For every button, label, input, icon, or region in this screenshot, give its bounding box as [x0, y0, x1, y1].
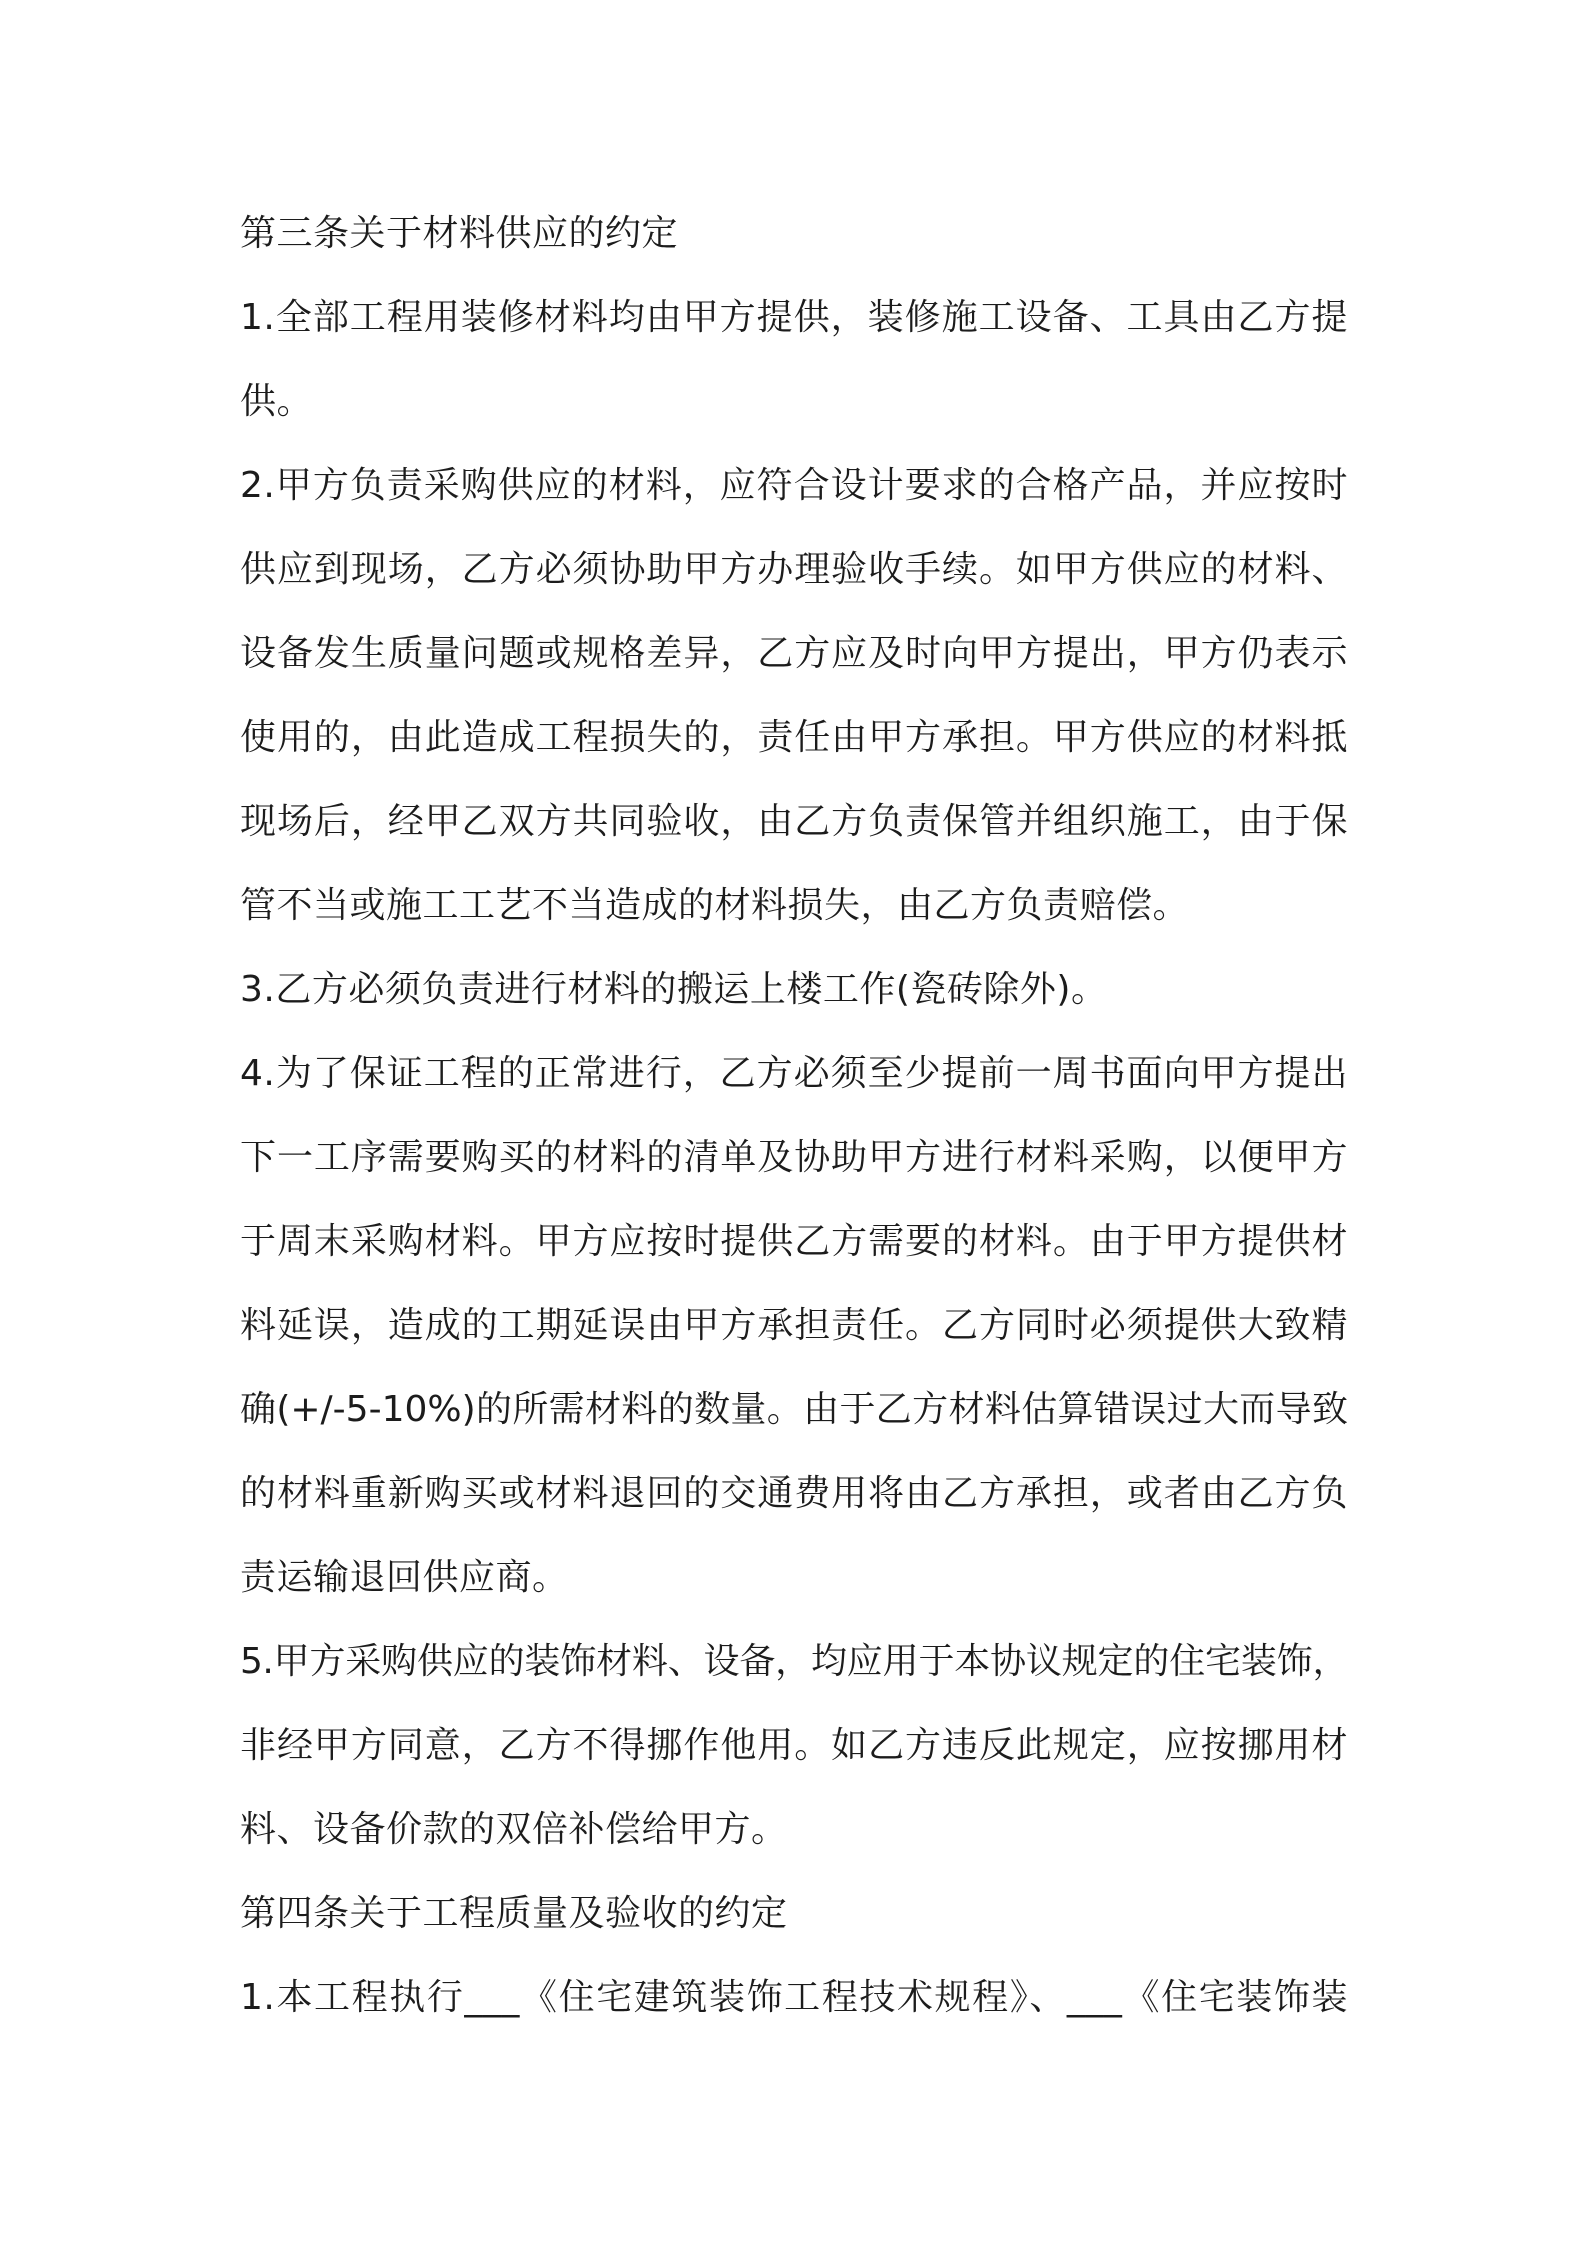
text-line: 5.甲方采购供应的装饰材料、设备，均应用于本协议规定的住宅装饰， — [240, 1641, 1348, 1682]
document-body — [240, 192, 1348, 2040]
text-line: 设备发生质量问题或规格差异，乙方应及时向甲方提出，甲方仍表示 — [240, 633, 1348, 674]
text-line: 于周末采购材料。甲方应按时提供乙方需要的材料。由于甲方提供材 — [240, 1221, 1348, 1262]
text-line: 现场后，经甲乙双方共同验收，由乙方负责保管并组织施工，由于保 — [240, 801, 1348, 842]
text-line: 确(+/-5-10%)的所需材料的数量。由于乙方材料估算错误过大而导致 — [240, 1389, 1348, 1430]
text-line: 3.乙方必须负责进行材料的搬运上楼工作(瓷砖除外)。 — [240, 969, 1108, 1010]
text-line: 供应到现场，乙方必须协助甲方办理验收手续。如甲方供应的材料、 — [240, 549, 1348, 590]
text-line: 管不当或施工工艺不当造成的材料损失，由乙方负责赔偿。 — [240, 885, 1190, 926]
text-line: 责运输退回供应商。 — [240, 1557, 569, 1598]
text-line: 下一工序需要购买的材料的清单及协助甲方进行材料采购，以便甲方 — [240, 1137, 1348, 1178]
text-line: 4.为了保证工程的正常进行，乙方必须至少提前一周书面向甲方提出 — [240, 1053, 1348, 1094]
text-line: 1.本工程执行___《住宅建筑装饰工程技术规程》、___《住宅装饰装 — [240, 1977, 1348, 2018]
heading-article-4: 第四条关于工程质量及验收的约定 — [240, 1893, 788, 1934]
text-line: 的材料重新购买或材料退回的交通费用将由乙方承担，或者由乙方负 — [240, 1473, 1348, 1514]
text-line: 供。 — [240, 381, 314, 422]
text-line: 2.甲方负责采购供应的材料，应符合设计要求的合格产品，并应按时 — [240, 465, 1348, 506]
text-line: 使用的，由此造成工程损失的，责任由甲方承担。甲方供应的材料抵 — [240, 717, 1348, 758]
heading-article-3: 第三条关于材料供应的约定 — [240, 213, 679, 254]
text-line: 料延误，造成的工期延误由甲方承担责任。乙方同时必须提供大致精 — [240, 1305, 1348, 1346]
text-line: 料、设备价款的双倍补偿给甲方。 — [240, 1809, 788, 1850]
text-line: 非经甲方同意，乙方不得挪作他用。如乙方违反此规定，应按挪用材 — [240, 1725, 1348, 1766]
text-line: 1.全部工程用装修材料均由甲方提供，装修施工设备、工具由乙方提 — [240, 297, 1348, 338]
